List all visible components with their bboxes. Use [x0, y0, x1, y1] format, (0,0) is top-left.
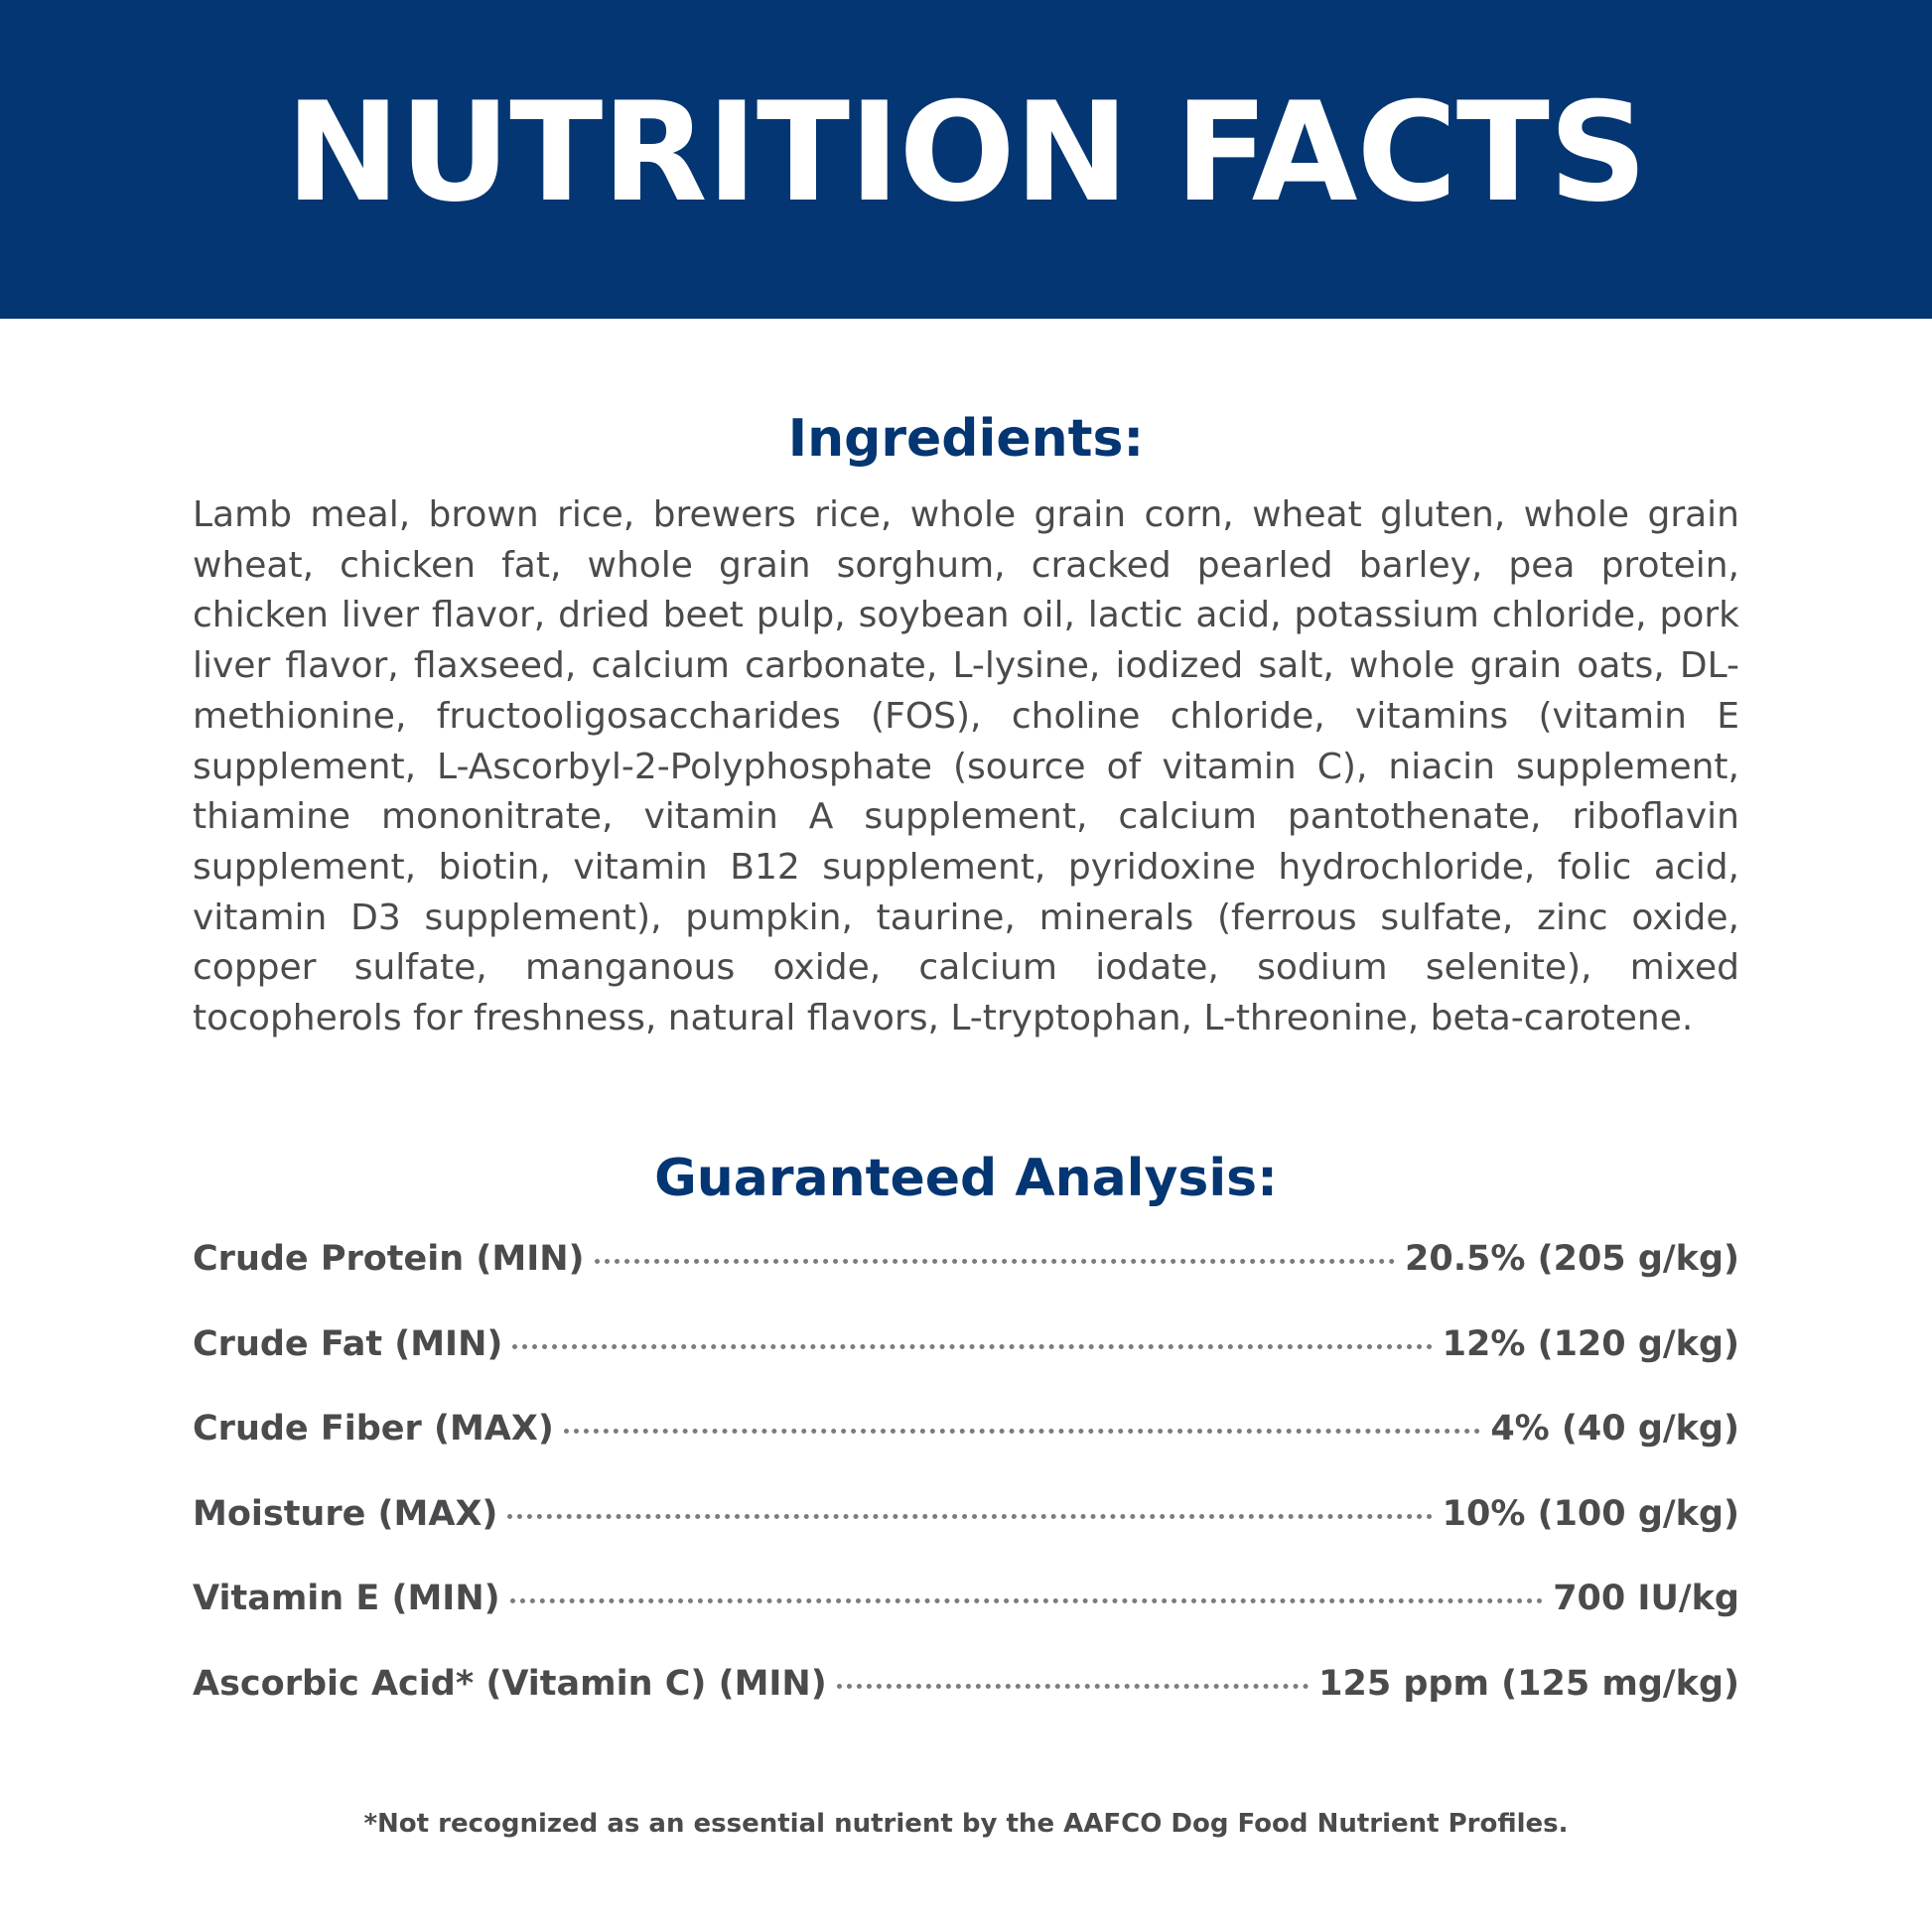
ingredients-list: Lamb meal, brown rice, brewers rice, whole grain corn, wheat gluten, whole grain wheat, chicken fat, whole grain sorghum, cracked pearled barley, pea protein, chicken liver flavor, dried beet pulp, soybean oil, lactic acid, potassium chloride, pork liver flavor, flaxseed, calcium carbonate, L-lysine, iodized salt, whole grain oats, DL-methionine, fructooligosaccharides (FOS), choline chloride, vitamins (vitamin E supplement, L-Ascorbyl-2-Polyphosphate (source of vitamin C), niacin supplement, thiamine mononitrate, vitamin A supplement, calcium pantothenate, riboflavin supplement, biotin, vitamin B12 supplement, pyridoxine hydrochloride, folic acid, vitamin D3 supplement), pumpkin, taurine, minerals (ferrous sulfate, zinc oxide, copper sulfate, manganous oxide, calcium iodate, sodium selenite), mixed tocopherols for freshness, natural flavors, L-tryptophan, L-threonine, beta-carotene.: [193, 494, 1739, 1039]
footnote: *Not recognized as an essential nutrient by the AAFCO Dog Food Nutrient Profiles.: [363, 1809, 1569, 1839]
analysis-label: Crude Fiber (MAX): [193, 1409, 554, 1449]
analysis-value: 20.5% (205 g/kg): [1404, 1239, 1739, 1279]
analysis-row-crude-fiber: [193, 1409, 1739, 1494]
analysis-row-crude-protein: [193, 1239, 1739, 1324]
analysis-label: Ascorbic Acid* (Vitamin C) (MIN): [193, 1663, 827, 1704]
guaranteed-analysis-table: [193, 1239, 1739, 1749]
page-title: NUTRITION FACTS: [285, 72, 1647, 232]
analysis-label: Crude Fat (MIN): [193, 1323, 503, 1364]
dot-leader: [507, 1514, 1432, 1519]
analysis-row-crude-fat: [193, 1324, 1739, 1410]
analysis-value: 12% (120 g/kg): [1442, 1323, 1739, 1364]
guaranteed-analysis-heading: Guaranteed Analysis:: [654, 1149, 1278, 1208]
dot-leader: [512, 1344, 1432, 1349]
analysis-label: Moisture (MAX): [193, 1493, 498, 1534]
analysis-row-moisture: [193, 1494, 1739, 1580]
analysis-row-vitamin-e: [193, 1579, 1739, 1664]
ingredients-heading: Ingredients:: [787, 409, 1145, 469]
dot-leader: [595, 1259, 1395, 1264]
dot-leader: [837, 1684, 1309, 1689]
analysis-value: 4% (40 g/kg): [1490, 1409, 1739, 1449]
analysis-value: 125 ppm (125 mg/kg): [1318, 1663, 1739, 1704]
analysis-value: 10% (100 g/kg): [1442, 1493, 1739, 1534]
analysis-value: 700 IU/kg: [1553, 1579, 1739, 1619]
dot-leader: [564, 1429, 1480, 1434]
analysis-label: Crude Protein (MIN): [193, 1239, 585, 1279]
analysis-row-ascorbic-acid: [193, 1664, 1739, 1749]
title-banner: [0, 0, 1932, 319]
analysis-label: Vitamin E (MIN): [193, 1579, 500, 1619]
dot-leader: [510, 1598, 1544, 1603]
